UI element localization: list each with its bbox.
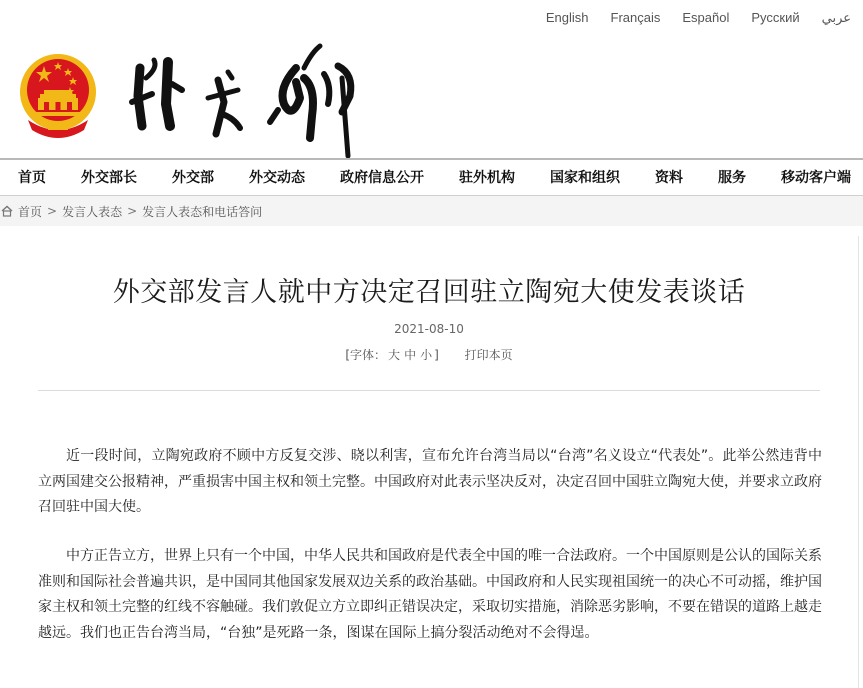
breadcrumb-current[interactable]: 发言人表态和电话答问 xyxy=(142,204,263,219)
nav-countries[interactable]: 国家和组织 xyxy=(550,169,620,186)
nav-resources[interactable]: 资料 xyxy=(655,169,683,186)
site-header xyxy=(0,30,863,158)
breadcrumb-separator: > xyxy=(47,204,58,218)
calligraphy-logo[interactable] xyxy=(128,38,360,158)
nav-diplomatic-news[interactable]: 外交动态 xyxy=(249,169,305,186)
nav-ministry[interactable]: 外交部 xyxy=(172,169,214,186)
font-size-close: ] xyxy=(434,348,439,362)
font-size-medium[interactable]: 中 xyxy=(404,348,417,362)
article-title: 外交部发言人就中方决定召回驻立陶宛大使发表谈话 xyxy=(112,277,746,308)
breadcrumb-spokesperson[interactable]: 发言人表态 xyxy=(62,204,123,219)
language-bar xyxy=(546,10,851,26)
font-size-small[interactable]: 小 xyxy=(420,348,433,362)
breadcrumb-home[interactable]: 首页 xyxy=(18,204,43,219)
lang-french[interactable]: Français xyxy=(610,10,661,25)
nav-home[interactable]: 首页 xyxy=(18,169,46,186)
nav-services[interactable]: 服务 xyxy=(718,169,746,186)
lang-spanish[interactable]: Español xyxy=(682,10,730,25)
home-icon xyxy=(0,204,14,218)
breadcrumb xyxy=(0,196,863,226)
lang-russian[interactable]: Русский xyxy=(751,10,800,25)
nav-missions-abroad[interactable]: 驻外机构 xyxy=(459,169,515,186)
article-panel xyxy=(0,236,859,688)
main-nav xyxy=(0,158,863,196)
nav-gov-info[interactable]: 政府信息公开 xyxy=(340,169,424,186)
font-size-label: [字体： xyxy=(345,348,387,362)
lang-arabic[interactable]: عربي xyxy=(821,10,851,25)
nav-mobile-client[interactable]: 移动客户端 xyxy=(781,169,851,186)
title-divider xyxy=(38,390,820,391)
font-size-large[interactable]: 大 xyxy=(388,348,401,362)
article-paragraph: 中方正告立方，世界上只有一个中国，中华人民共和国政府是代表全中国的唯一合法政府。一个中国原则是公认的国际关系准则和国际社会普遍共识，是中国同其他国家发展双边关系的政治基础。中国政府和人民实现祖国统一的决心不可动摇，维护国家主权和领土完整的红线不容触碰。我们敦促立方立即纠正错误决定，采取切实措施，消除恶劣影响，不要在错误的道路上越走越远。我们也正告台湾当局，“台独”是死路一条，图谋在国际上搞分裂活动绝对不会得逞。 xyxy=(38,548,822,641)
article-date: 2021-08-10 xyxy=(394,322,464,336)
national-emblem-icon[interactable] xyxy=(18,50,98,138)
print-page-link[interactable]: 打印本页 xyxy=(464,348,513,362)
article-paragraph: 近一段时间，立陶宛政府不顾中方反复交涉、晓以利害，宣布允许台湾当局以“台湾”名义设立“代表处”。此举公然违背中立两国建交公报精神，严重损害中国主权和领土完整。中国政府对此表示坚决反对，决定召回中国驻立陶宛大使，并要求立政府召回驻中国大使。 xyxy=(38,448,822,515)
article-tools xyxy=(0,346,858,363)
nav-foreign-minister[interactable]: 外交部长 xyxy=(81,169,137,186)
lang-english[interactable]: English xyxy=(545,10,589,25)
breadcrumb-separator: > xyxy=(127,204,138,218)
